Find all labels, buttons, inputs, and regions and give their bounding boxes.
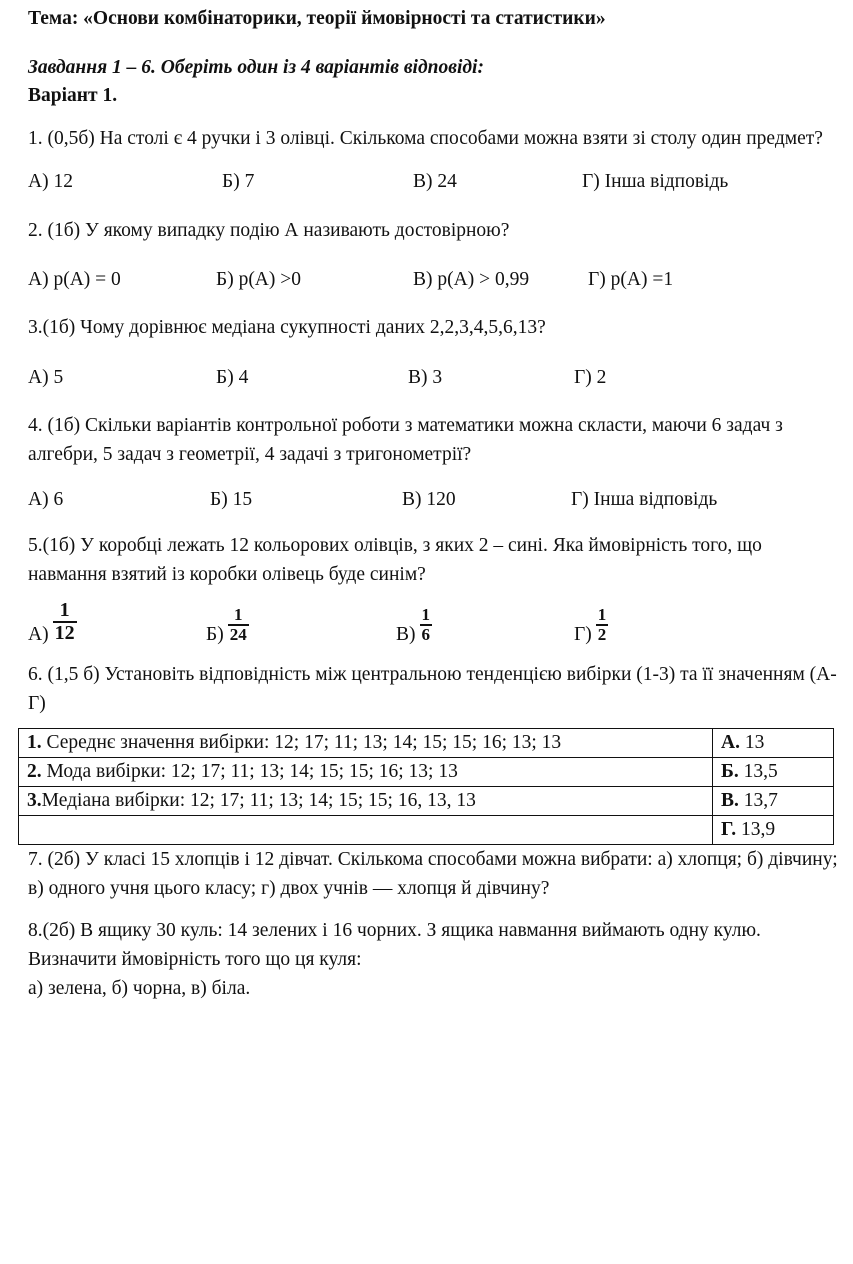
option-c: [396, 604, 432, 650]
question-4: 4. (1б) Скільки варіантів контрольної роботи з математики можна скласти, маючи 6 задач з алгебри, 5 задач з геометрії, 4 задачі з тригонометрії?: [28, 414, 783, 465]
table-row: [19, 816, 834, 845]
option-label: Г): [574, 624, 592, 646]
table-cell: [19, 816, 713, 845]
fraction: [53, 600, 77, 644]
option-d: Г) p(A) =1: [588, 269, 674, 291]
question-1-options: [28, 167, 840, 197]
option-b: Б) 4: [216, 366, 249, 388]
fraction-numerator: 1: [233, 604, 243, 624]
fraction-numerator: 1: [59, 598, 70, 621]
option-d: Г) Інша відповідь: [571, 489, 718, 510]
question-3-options: [28, 363, 840, 393]
table-cell: [713, 729, 834, 758]
option-a: А) p(A) = 0: [28, 269, 121, 291]
fraction: [420, 606, 433, 644]
answer-letter: Г.: [721, 819, 737, 841]
option-b: Б) 7: [222, 171, 255, 192]
option-a: А) 12: [28, 171, 73, 192]
fraction-denominator: 12: [54, 621, 75, 644]
option-d: Г) 2: [574, 366, 607, 388]
answer-value: 13: [739, 732, 765, 754]
question-2: 2. (1б) У якому випадку подію А називають достовірною?: [28, 220, 510, 241]
table-row: [19, 758, 834, 787]
question-1: 1. (0,5б) На столі є 4 ручки і 3 олівці. Скількома способами можна взяти зі столу один предмет?: [28, 127, 823, 149]
question-3: 3.(1б) Чому дорівнює медіана сукупності даних 2,2,3,4,5,6,13?: [28, 317, 546, 339]
option-b: Б) p(A) >0: [216, 269, 302, 291]
option-a: А) 6: [28, 489, 64, 510]
tasks-heading: Завдання 1 – 6. Оберіть один із 4 варіантів відповіді:: [28, 57, 484, 79]
page-title: Тема: «Основи комбінаторики, теорії ймовірності та статистики»: [28, 8, 606, 29]
fraction-denominator: 6: [421, 624, 430, 644]
question-5: 5.(1б) У коробці лежать 12 кольорових олівців, з яких 2 – сині. Яка ймовірність того, що навмання взятий із коробки олівець буде синім?: [28, 535, 762, 586]
question-8-items: а) зелена, б) чорна, в) біла.: [28, 978, 251, 999]
fraction-numerator: 1: [597, 604, 607, 624]
option-c: В) 24: [413, 171, 457, 192]
option-c: В) 3: [408, 366, 443, 388]
option-c: В) 120: [402, 489, 456, 510]
option-b: Б) 15: [210, 489, 253, 510]
row-number: 1.: [27, 732, 42, 754]
row-text: Середнє значення вибірки: 12; 17; 11; 13; 14; 15; 15; 16; 13; 13: [41, 732, 562, 754]
option-a: [28, 598, 77, 650]
question-8: 8.(2б) В ящику 30 куль: 14 зелених і 16 чорних. З ящика навмання виймають одну кулю. Визначити ймовірність того що ця куля:: [28, 919, 761, 970]
question-4-options: [28, 485, 840, 515]
row-number: 3.: [27, 790, 42, 812]
option-d: Г) Інша відповідь: [582, 171, 729, 192]
answer-letter: В.: [721, 790, 739, 812]
table-cell: [713, 787, 834, 816]
option-label: Б): [206, 624, 224, 646]
question-2-options: [28, 265, 840, 295]
fraction-denominator: 24: [229, 624, 247, 644]
answer-letter: Б.: [721, 761, 739, 783]
row-text: Мода вибірки: 12; 17; 11; 13; 14; 15; 15; 16; 13; 13: [41, 761, 458, 783]
row-number: 2.: [27, 761, 42, 783]
answer-value: 13,5: [738, 761, 778, 783]
matching-table: [18, 728, 834, 845]
option-d: [574, 604, 608, 650]
table-cell: [19, 758, 713, 787]
question-6: 6. (1,5 б) Установіть відповідність між центральною тенденцією вибірки (1-3) та її значенням (А-Г): [28, 663, 837, 714]
question-5-options: [28, 598, 840, 650]
table-cell: [713, 816, 834, 845]
variant-label: Варіант 1.: [28, 84, 118, 106]
test-sheet: [28, 4, 840, 1003]
table-cell: [19, 787, 713, 816]
option-c: В) p(A) > 0,99: [413, 269, 530, 291]
table-row: [19, 787, 834, 816]
option-b: [206, 604, 249, 650]
row-text: Медіана вибірки: 12; 17; 11; 13; 14; 15; 15; 16, 13, 13: [41, 790, 476, 812]
question-7: 7. (2б) У класі 15 хлопців і 12 дівчат. Скількома способами можна вибрати: а) хлопця; б) дівчину; в) одного учня цього класу; г) двох учнів — хлопця й дівчину?: [28, 849, 838, 900]
option-label: В): [396, 624, 416, 646]
table-row: [19, 729, 834, 758]
table-cell: [713, 758, 834, 787]
table-cell: [19, 729, 713, 758]
answer-value: 13,9: [736, 819, 776, 841]
fraction-numerator: 1: [421, 604, 430, 624]
fraction: [596, 606, 609, 644]
option-label: А): [28, 624, 49, 646]
answer-letter: А.: [721, 732, 740, 754]
fraction: [228, 606, 249, 644]
fraction-denominator: 2: [597, 624, 607, 644]
answer-value: 13,7: [738, 790, 778, 812]
option-a: А) 5: [28, 366, 64, 388]
